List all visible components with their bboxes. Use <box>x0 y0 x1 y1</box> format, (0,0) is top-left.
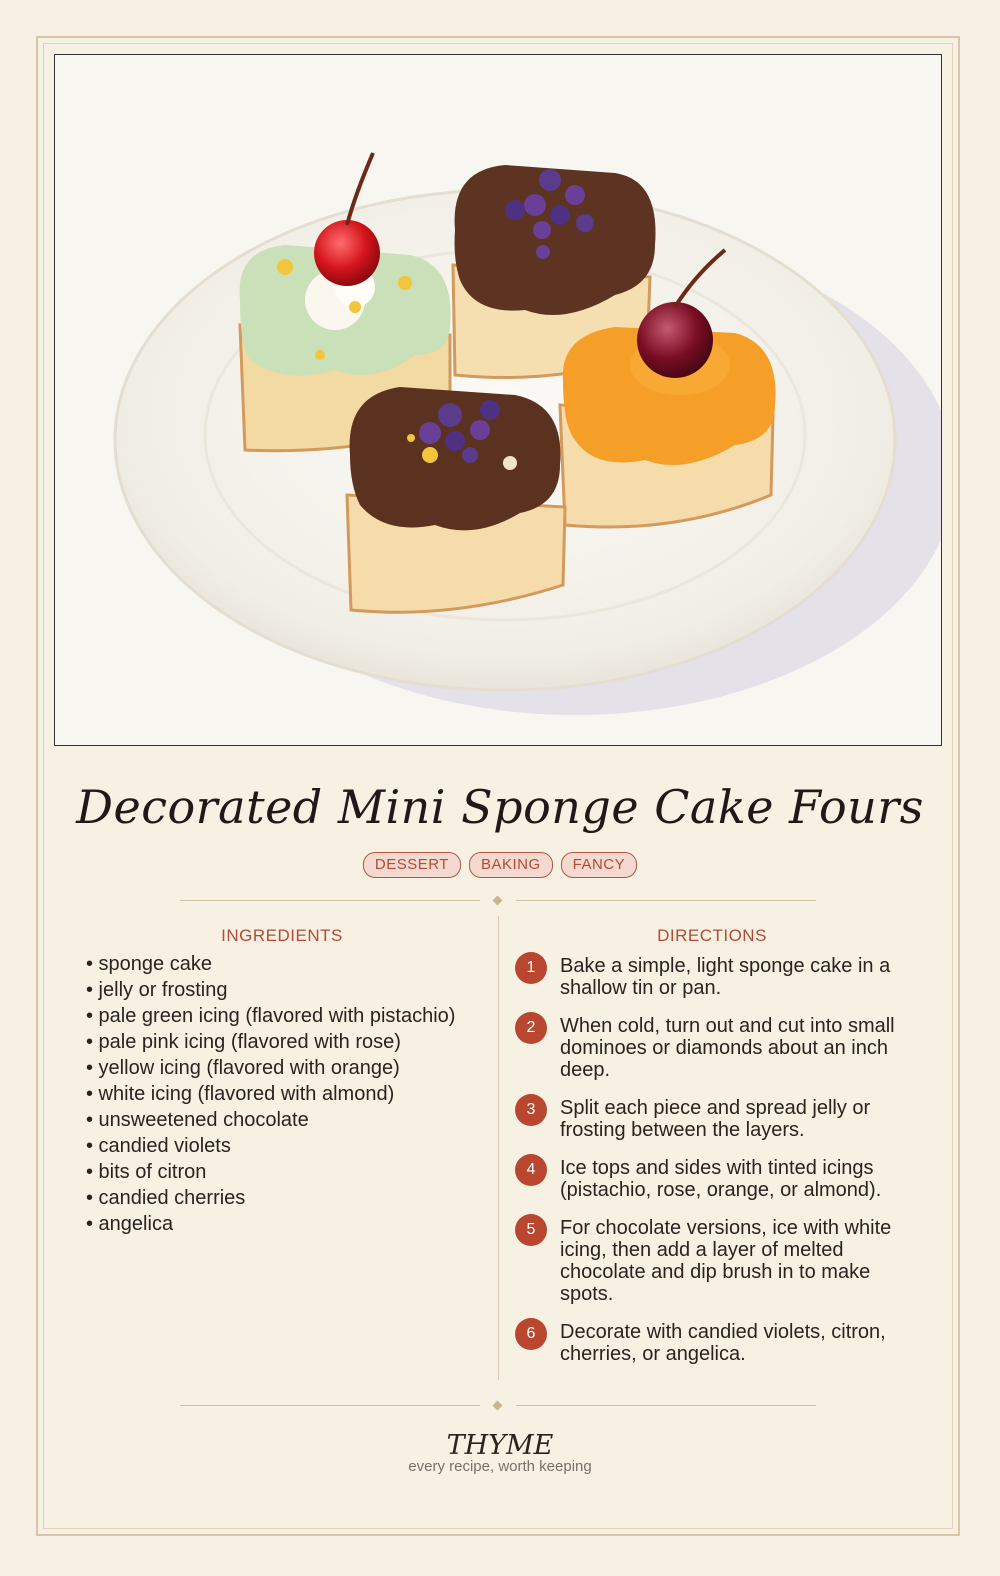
ingredient-item: • pale pink icing (flavored with rose) <box>86 1031 401 1053</box>
divider-right <box>516 900 816 901</box>
step-text: For chocolate versions, ice with white icing, then add a layer of melted chocolate and dip brush in to make spots. <box>560 1217 892 1305</box>
step-text: Ice tops and sides with tinted icings (pistachio, rose, orange, or almond). <box>560 1157 882 1201</box>
ingredient-item: • jelly or frosting <box>86 979 228 1001</box>
ingredient-item: • yellow icing (flavored with orange) <box>86 1057 400 1079</box>
step-text: Split each piece and spread jelly or frosting between the layers. <box>560 1097 871 1141</box>
ingredient-item: • candied violets <box>86 1135 231 1157</box>
column-divider <box>498 916 499 1380</box>
directions-heading: DIRECTIONS <box>657 926 767 945</box>
ingredient-item: • white icing (flavored with almond) <box>86 1083 395 1105</box>
ingredient-item: • bits of citron <box>86 1161 207 1183</box>
ingredient-item: • sponge cake <box>86 953 212 975</box>
recipe-photo <box>54 54 942 746</box>
step-number-badge: 2 <box>515 1012 547 1044</box>
recipe-title: Decorated Mini Sponge Cake Fours <box>76 780 924 834</box>
ingredient-item: • unsweetened chocolate <box>86 1109 309 1131</box>
ingredients-heading: INGREDIENTS <box>221 926 343 945</box>
tag-fancy[interactable]: FANCY <box>561 852 638 878</box>
tag-baking[interactable]: BAKING <box>469 852 553 878</box>
directions-list <box>514 952 914 1378</box>
footer-divider-right <box>516 1405 816 1406</box>
direction-step <box>514 1154 914 1201</box>
tag-list <box>0 852 1000 878</box>
brand-logo: THYME <box>446 1430 554 1461</box>
step-number-badge: 4 <box>515 1154 547 1186</box>
direction-step <box>514 1214 914 1305</box>
divider-left <box>180 900 480 901</box>
step-number-badge: 5 <box>515 1214 547 1246</box>
footer-divider-left <box>180 1405 480 1406</box>
step-text: Decorate with candied violets, citron, cherries, or angelica. <box>560 1321 886 1365</box>
step-text: Bake a simple, light sponge cake in a shallow tin or pan. <box>560 955 891 999</box>
tag-dessert[interactable]: DESSERT <box>363 852 461 878</box>
direction-step <box>514 1012 914 1081</box>
brand-tagline: every recipe, worth keeping <box>408 1458 592 1475</box>
direction-step <box>514 1318 914 1365</box>
ingredients-list <box>86 952 466 1238</box>
ingredient-item: • angelica <box>86 1213 174 1235</box>
direction-step <box>514 1094 914 1141</box>
ingredient-item: • pale green icing (flavored with pistachio) <box>86 1005 456 1027</box>
step-text: When cold, turn out and cut into small dominoes or diamonds about an inch deep. <box>560 1015 895 1081</box>
step-number-badge: 3 <box>515 1094 547 1126</box>
direction-step <box>514 952 914 999</box>
chocolate-cake-front <box>347 387 565 612</box>
step-number-badge: 6 <box>515 1318 547 1350</box>
step-number-badge: 1 <box>515 952 547 984</box>
ingredient-item: • candied cherries <box>86 1187 246 1209</box>
